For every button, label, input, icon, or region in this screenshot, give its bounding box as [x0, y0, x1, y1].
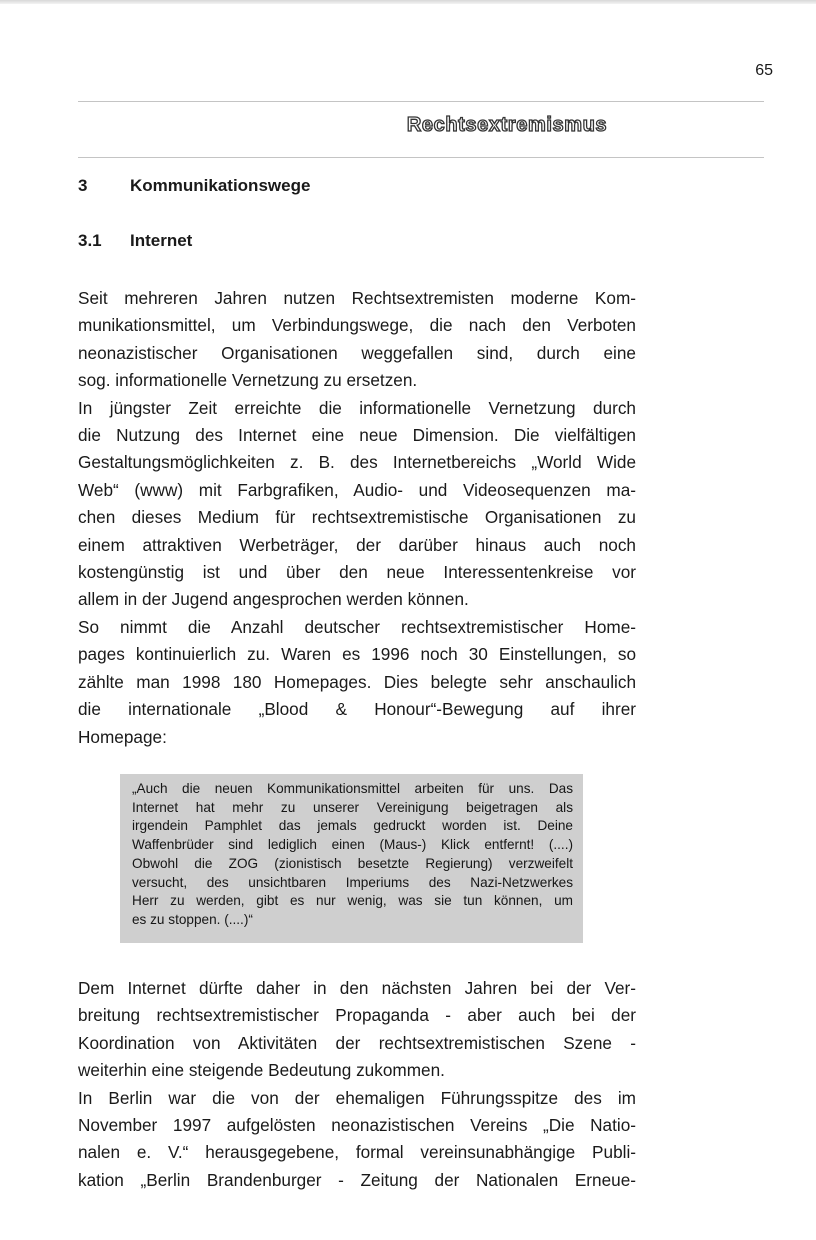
scan-top-edge	[0, 0, 816, 4]
paragraph-2-line: nalen e. V.“ herausgegebene, formal vereinsunabhängige Publi-	[78, 1142, 636, 1163]
header-rule-bottom	[78, 157, 764, 158]
quote-line: Internet hat mehr zu unserer Vereinigung beigetragen als	[132, 799, 573, 815]
paragraph-1-line: chen dieses Medium für rechtsextremistische Organisationen zu	[78, 507, 636, 528]
quote-line: „Auch die neuen Kommunikationsmittel arbeiten für uns. Das	[132, 781, 573, 796]
paragraph-1-line: die internationale „Blood & Honour“-Bewegung auf ihrer	[78, 699, 636, 720]
quote-line: irgendein Pamphlet das jemals gedruckt worden ist. Deine	[132, 818, 573, 834]
section-heading	[78, 176, 310, 196]
body-paragraph-2	[78, 975, 636, 1194]
paragraph-1-line: Homepage:	[78, 726, 167, 747]
subsection-heading	[78, 231, 192, 251]
paragraph-1-line: munikationsmittel, um Verbindungswege, die nach den Verboten	[78, 315, 636, 336]
paragraph-1-line: Web“ (www) mit Farbgrafiken, Audio- und Videosequenzen ma-	[78, 479, 636, 500]
paragraph-2-line: Dem Internet dürfte daher in den nächsten Jahren bei der Ver-	[78, 978, 636, 998]
running-head: Rechtsextremismus	[406, 114, 608, 136]
paragraph-1-line: zählte man 1998 180 Homepages. Dies belegte sehr anschaulich	[78, 671, 636, 692]
header-rule-top	[78, 101, 764, 102]
quote-line: Herr zu werden, gibt es nur wenig, was sie tun können, um	[132, 893, 573, 909]
paragraph-1-line: So nimmt die Anzahl deutscher rechtsextremistischer Home-	[78, 616, 636, 637]
paragraph-1-line: allem in der Jugend angesprochen werden können.	[78, 589, 469, 610]
subsection-title: Internet	[130, 231, 193, 250]
quote-line: Waffenbrüder sind lediglich einen (Maus-) Klick entfernt! (....)	[132, 837, 573, 853]
paragraph-2-line: Koordination von Aktivitäten der rechtsextremistischen Szene -	[78, 1032, 636, 1053]
paragraph-1-line: kostengünstig ist und über den neue Interessentenkreise vor	[78, 562, 636, 583]
paragraph-1-line: In jüngster Zeit erreichte die informationelle Vernetzung durch	[78, 397, 636, 418]
paragraph-1-line: pages kontinuierlich zu. Waren es 1996 noch 30 Einstellungen, so	[78, 644, 636, 665]
section-title: Kommunikationswege	[130, 176, 311, 195]
paragraph-1-line: sog. informationelle Vernetzung zu ersetzen.	[78, 370, 418, 391]
quote-text	[132, 780, 573, 930]
page-number: 65	[755, 62, 773, 79]
quote-block	[120, 774, 583, 943]
body-paragraph-1	[78, 285, 636, 751]
quote-line: Obwohl die ZOG (zionistisch besetzte Regierung) verzweifelt	[132, 855, 573, 871]
paragraph-2-line: kation „Berlin Brandenburger - Zeitung der Nationalen Erneue-	[78, 1169, 636, 1190]
paragraph-1-line: Gestaltungsmöglichkeiten z. B. des Internetbereichs „World Wide	[78, 452, 636, 473]
paragraph-2-line: weiterhin eine steigende Bedeutung zukommen.	[78, 1060, 445, 1081]
paragraph-2-line: November 1997 aufgelösten neonazistischen Vereins „Die Natio-	[78, 1115, 636, 1136]
paragraph-1-line: die Nutzung des Internet eine neue Dimension. Die vielfältigen	[78, 425, 636, 446]
subsection-number: 3.1	[78, 231, 102, 250]
quote-line: es zu stoppen. (....)“	[132, 911, 253, 927]
section-number: 3	[78, 176, 88, 195]
paragraph-1-line: einem attraktiven Werbeträger, der darüber hinaus auch noch	[78, 534, 636, 555]
paragraph-2-line: breitung rechtsextremistischer Propaganda - aber auch bei der	[78, 1005, 636, 1026]
paragraph-2-line: In Berlin war die von der ehemaligen Führungsspitze des im	[78, 1087, 636, 1108]
paragraph-1-line: Seit mehreren Jahren nutzen Rechtsextremisten moderne Kom-	[78, 288, 636, 308]
paragraph-1-line: neonazistischer Organisationen weggefallen sind, durch eine	[78, 342, 636, 363]
quote-line: versucht, des unsichtbaren Imperiums des Nazi-Netzwerkes	[132, 874, 573, 890]
